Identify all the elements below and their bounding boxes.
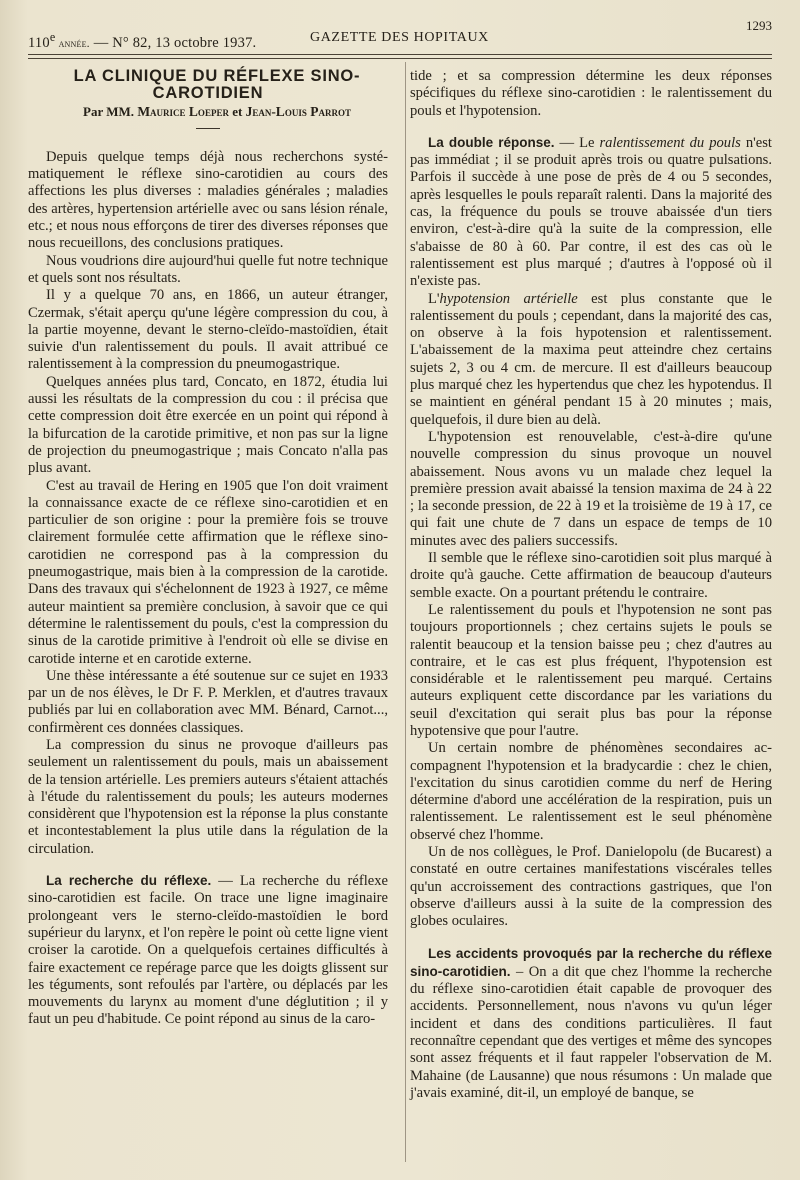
paragraph: L'hypotension est renouvelable, c'est-à-dire qu'une nouvelle compression du sinus provoque un nouvel abaissement. Nous avons vu un malade chez lequel la première pression avait abaissé la tension maxima de 24 à 22 ; la seconde pression, de 22 à 19 et la troisième de 19 à 17, ce qui fait une chute de 7 dans un espace de temps de 10 minutes avec des paliers successifs. — [410, 428, 772, 549]
left-column — [28, 68, 388, 1029]
title-rule — [196, 128, 220, 129]
issue-date: — N° 82, 13 octobre 1937. — [89, 34, 257, 51]
paragraph: Un certain nombre de phénomènes secondaires accompagnent l'hypotension et la bradycardie : chez le chien, l'excitation du sinus carotidien comme du nerf de Hering détermine d'abord une accélération de la respiration, puis un ralentissement. Le ralentissement est le seul phénomène observé chez l'homme. — [410, 740, 772, 843]
right-column — [410, 68, 772, 1102]
section-text: – On a dit que chez l'homme la recherche du réflexe sino-carotidien était capable de provoquer des accidents. Personnellement, nous n'avons vu qu'un léger incident et dans des conditions particulières. Il faut reconnaître cependant que des vertiges et même des syncopes sont assez fréquents et il faut rappeler l'observation de M. Mahaine (de Lausanne) que nous résumons : Un malade que j'avais examiné, dit-il, un employé de banque, se — [410, 963, 772, 1101]
page-number: 1293 — [746, 18, 772, 33]
annee-label: année. — [55, 35, 90, 50]
paragraph: Une thèse intéressante a été soutenue sur ce sujet en 1933 par un de nos élèves, le Dr F. P. Merklen, et d'autres travaux publiés par lui en collaboration avec MM. Bénard, Carnot..., confirmèrent ces données classiques. — [28, 667, 388, 736]
paragraph: Quelques années plus tard, Concato, en 1872, étudia lui aussi les résultats de la compression du cou : il précisa que cette compression doit être exercée en un point qui répond à la bifurcation de la carotide primitive, et non pas sur la ligne de projection du pneumogastrique ; mais Concato n'alla pas plus avant. — [28, 373, 388, 477]
paragraph-continuation: tide ; et sa compression détermine les deux réponses spécifiques du réflexe sino-carotidien : le ralentissement du pouls et l'hypotension. — [410, 68, 772, 119]
section-heading: La double réponse. — [428, 134, 555, 150]
column-divider — [405, 62, 406, 1162]
paragraph: Nous voudrions dire aujourd'hui quelle fut notre technique et quels sont nos résultats. — [28, 252, 388, 286]
section-accidents — [410, 945, 772, 1103]
section-heading: Les accidents provoqués par la recherche du réflexe sino-carotidien. — [410, 945, 772, 979]
authors-prefix: Par MM. — [83, 103, 138, 119]
paragraph-text: est plus constante que le ralentissement du pouls ; cependant, dans la majorité des cas, on observe à la fois hypotension et ralentissement. L'abaissement de la maxima peut atteindre chez certains sujets 2, 3 ou 4 cm. de mercure. Il est d'ailleurs beaucoup plus marqué chez les hypertendus que chez les hypotendus. Il se maintient en général pendant 15 à 20 minutes ; mais, quelquefois, il dure bien au delà. — [410, 290, 773, 428]
section-heading: La recherche du réflexe. — [46, 873, 212, 889]
section-text: — La recherche du réflexe sino-carotidien est facile. On trace une ligne imaginaire prolongeant vers le sterno-cleïdo-mastoïdien le bord supérieur du larynx, et l'on repère le point où cette ligne vient croiser la carotide. On a quelquefois certaines difficultés à faire exactement ce repérage parce que les doigts glissent sur les téguments, sont refoulés par l'artère, ou déplacés par les mouvements du larynx au moment d'une déglutition ; il y faut un peu d'habitude. Ce point répond au sinus de la caro- — [28, 873, 389, 1028]
issue-info — [28, 30, 256, 52]
article-title: LA CLINIQUE DU RÉFLEXE SINO-CAROTIDIEN — [73, 67, 361, 103]
italic-term: hypotension artérielle — [439, 290, 578, 307]
author-loeper: Maurice Loeper — [137, 103, 229, 119]
italic-term: ralentissement du pouls — [599, 134, 741, 151]
section-dash: — Le — [554, 134, 600, 151]
section-text: n'est pas immédiat ; il se produit après trois ou quatre pulsations. Parfois il succède à une pose de près de 4 ou 5 secondes, après lesquelles le pouls reparaît ralenti. Dans la majorité des cas, la fréquence du pouls se trouve abaissée d'un tiers environ, c'est-à-dire qu'à la suite de la compression, elle s'abaisse de 80 à 60. Par contre, il est des cas où le ralentissement est plus marqué ; d'autres à l'opposé où il n'existe pas. — [410, 134, 772, 290]
lead-text: L' — [428, 290, 440, 307]
paragraph-hypotension — [410, 291, 772, 429]
authors-and: et — [228, 103, 246, 119]
paragraph: C'est au travail de Hering en 1905 que l'on doit vraiment la connaissance exacte de ce réflexe sino-carotidien et en particulier de son origine : pour la première fois se trouve clairement formulée cette affirmation que le réflexe sino-carotidien ne correspond pas à la compression du pneumogastrique, mais bien à la compression de la carotide. Dans des travaux qui s'échelonnent de 1923 à 1927, ce même auteur maintient sa première conclusion, à savoir que ce qui détermine le ralentissement du pouls, c'est la compression du sinus de la carotide primitive à l'endroit où elle se divise en carotide interne et en carotide externe. — [28, 477, 388, 667]
paragraph: Un de nos collègues, le Prof. Danielopolu (de Bucarest) a constaté en outre certaines manifestations viscérales telles qu'un accroissement des contractions gastriques, que l'on observe d'ailleurs aussi à la suite de la compression des globes oculaires. — [410, 844, 772, 930]
paragraph: Il semble que le réflexe sino-carotidien soit plus marqué à droite qu'à gauche. Cette affirmation de beaucoup d'auteurs semble exacte. On a pourtant prétendu le contraire. — [410, 550, 772, 601]
paragraph: Il y a quelque 70 ans, en 1866, un auteur étranger, Czermak, s'était aperçu qu'une légère compression du cou, à la partie moyenne, devant le sterno-cleïdo-mastoïdien, était suivie d'un ralentissement du pouls. Il avait attribué ce ralentissement à la compression du pneumogastrique. — [28, 287, 388, 373]
year-number: 110 — [28, 34, 50, 51]
article-authors — [28, 103, 388, 120]
running-header — [28, 30, 768, 50]
journal-name: GAZETTE DES HOPITAUX — [310, 30, 489, 45]
year-superscript: e — [49, 30, 56, 44]
header-rule-bottom — [28, 58, 772, 59]
paragraph: La compression du sinus ne provoque d'ailleurs pas seulement un ralentissement du pouls, mais un abaissement de la tension artérielle. Les premiers auteurs s'étaient attachés à l'étude du ralentissement du pouls; les auteurs modernes considèrent que l'hypotension est la réponse la plus constante et incontestablement la plus utile dans la régulation de la circulation. — [28, 736, 388, 857]
paragraph: Le ralentissement du pouls et l'hypotension ne sont pas toujours proportionnels ; chez certains sujets le pouls se ralentit beaucoup et la tension baisse peu ; chez d'autres au contraire, et le cas est plus fréquent, l'hypotension est considérable et le ralentissement peu marqué. Certains auteurs expliquent cette discordance par les variations du seuil d'excitation qui serait plus bas pour la réponse hypotensive que pour l'autre. — [410, 601, 772, 739]
section-double-reponse — [410, 134, 772, 291]
section-recherche — [28, 872, 388, 1029]
paragraph: Depuis quelque temps déjà nous recherchons systématiquement le réflexe sino-carotidien au cours des affections les plus diverses : maladies générales ; maladies des artères, hypertension artérielle avec ou sans lésion rénale, etc.; et nous nous efforçons de tirer des diverses réponses que nous recueillons, des conclusions pratiques. — [28, 148, 388, 252]
author-parrot: Jean-Louis Parrot — [245, 103, 351, 119]
header-rule-top — [28, 54, 772, 55]
